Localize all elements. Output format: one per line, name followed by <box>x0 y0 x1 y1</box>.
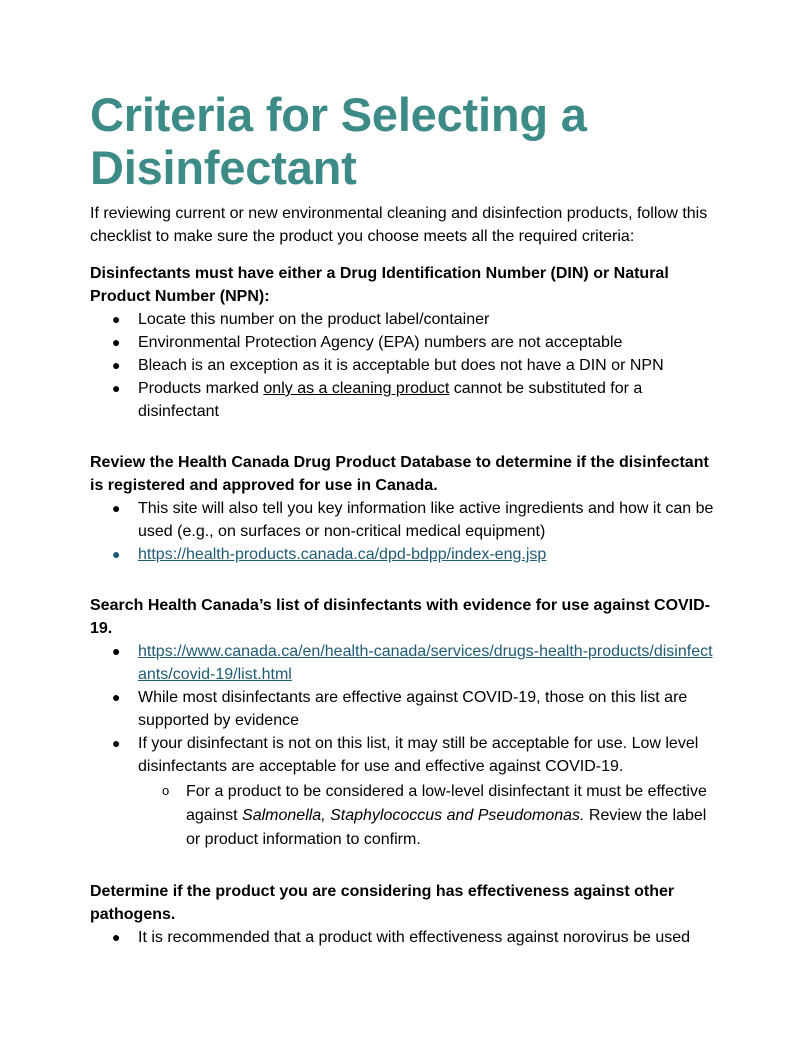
list-item: ● Environmental Protection Agency (EPA) numbers are not acceptable <box>90 331 716 354</box>
bullet-list <box>90 926 716 949</box>
list-item-text: Review the label or product information to confirm. <box>186 807 707 848</box>
section-other-pathogens <box>90 880 716 949</box>
list-item-text: For a product to be considered a low-level disinfectant it must be effective against <box>186 783 707 824</box>
list-item-text: If your disinfectant is not on this list, it may still be acceptable for use. Low level disinfectants are acceptable for use and effective against COVID-19. <box>138 735 699 775</box>
list-item <box>90 377 716 423</box>
intro-paragraph: If reviewing current or new environmental cleaning and disinfection products, follow this checklist to make sure the product you choose meets all the required criteria: <box>90 205 708 245</box>
sub-list-item <box>90 780 716 852</box>
list-item-link <box>90 543 716 566</box>
page-title-line1: Criteria for Selecting a <box>90 88 587 141</box>
page-title-line2: Disinfectant <box>90 141 357 194</box>
list-item: ● Bleach is an exception as it is acceptable but does not have a DIN or NPN <box>90 354 716 377</box>
underlined-phrase: only as a cleaning product <box>263 380 450 397</box>
pathogen-names: Salmonella, Staphylococcus and Pseudomonas. <box>242 807 585 824</box>
section-heading: Disinfectants must have either a Drug Identification Number (DIN) or Natural Product Number (NPN): <box>90 265 669 305</box>
list-item-text: Products marked <box>138 380 264 397</box>
list-item-text: cannot be substituted for a disinfectant <box>138 380 643 420</box>
list-item: ● It is recommended that a product with effectiveness against norovirus be used <box>90 926 716 949</box>
sub-bullet-list <box>138 780 716 852</box>
section-heading: Search Health Canada’s list of disinfectants with evidence for use against COVID-19. <box>90 597 711 637</box>
covid-list-link[interactable]: https://www.canada.ca/en/health-canada/services/drugs-health-products/disinfectants/covid-19/list.html <box>138 643 713 683</box>
list-item <box>90 732 716 852</box>
section-heading: Determine if the product you are considering has effectiveness against other pathogens. <box>90 883 675 923</box>
bullet-list <box>90 308 716 423</box>
bullet-list <box>90 497 716 566</box>
list-item: ● This site will also tell you key information like active ingredients and how it can be used (e.g., on surfaces or non-critical medical equipment) <box>90 497 716 543</box>
section-heading: Review the Health Canada Drug Product Database to determine if the disinfectant is registered and approved for use in Canada. <box>90 454 709 494</box>
section-din-npn <box>90 262 716 423</box>
list-item: ● Locate this number on the product label/container <box>90 308 716 331</box>
section-covid-list <box>90 594 716 852</box>
bullet-list <box>90 640 716 852</box>
list-item: ● While most disinfectants are effective against COVID-19, those on this list are supported by evidence <box>90 686 716 732</box>
list-item-link <box>90 640 716 686</box>
page-title <box>90 88 716 194</box>
section-drug-database <box>90 451 716 566</box>
dpd-link[interactable]: https://health-products.canada.ca/dpd-bdpp/index-eng.jsp <box>138 546 547 563</box>
